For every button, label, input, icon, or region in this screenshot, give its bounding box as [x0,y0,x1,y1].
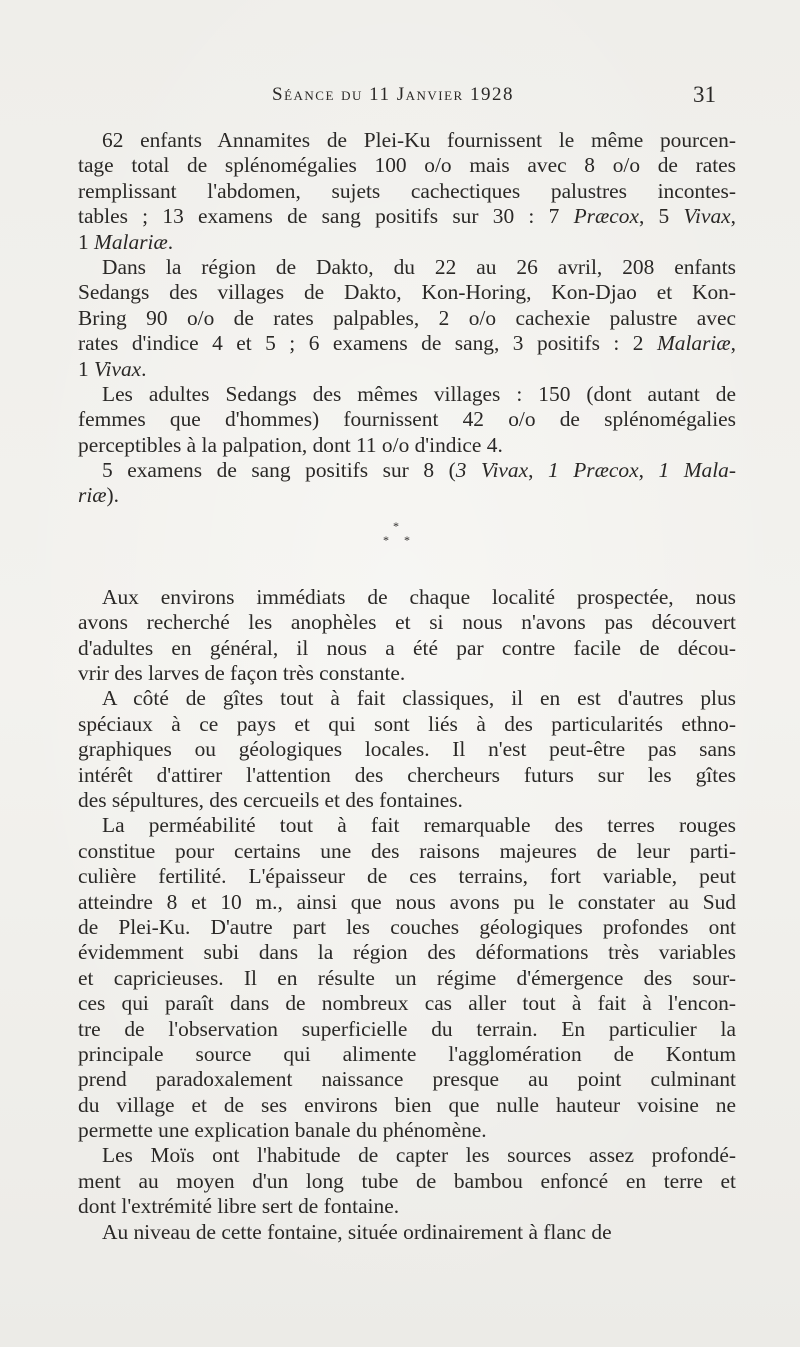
text-line: ment au moyen d'un long tube de bambou enfoncé en terre et [78,1168,736,1193]
text-line: de Plei-Ku. D'autre part les couches géologiques profondes ont [78,914,736,939]
text-line: graphiques ou géologiques locales. Il n'est peut-être pas sans [78,737,736,762]
italic-term: Malariæ [656,331,731,356]
italic-term: 3 Vivax [455,458,529,483]
text-line: évidemment subi dans la région des déformations très variables [78,940,736,965]
italic-term: Malariæ [94,229,168,254]
text-line: d'adultes en général, il nous a été par contre facile de décou- [78,635,736,660]
italic-term: 1 Mala- [658,458,736,483]
text-line: Les adultes Sedangs des mêmes villages : 150 (dont autant de [102,381,736,406]
text-line: avons recherché les anophèles et si nous n'avons pas découvert [78,610,736,635]
text-line: 5 examens de sang positifs sur 8 (3 Vivax, 1 Præcox, 1 Mala- [102,458,736,483]
text-line: perceptibles à la palpation, dont 11 o/o d'indice 4. [78,432,503,457]
text-line: 62 enfants Annamites de Plei-Ku fournissent le même pourcen- [102,128,736,152]
body-text [78,128,736,1245]
asterism-separator [78,509,736,585]
running-header [0,84,800,110]
paragraph-7 [78,813,736,1143]
text-line: Dans la région de Dakto, du 22 au 26 avril, 208 enfants [102,254,736,279]
text-line: Aux environs immédiats de chaque localité prospectée, nous [102,584,736,609]
italic-term: riæ [78,483,107,508]
text-line: constitue pour certains une des raisons majeures de leur parti- [78,838,736,863]
text-line: dont l'extrémité libre sert de fontaine. [78,1194,400,1219]
text-line: du village et de ses environs bien que nulle hauteur voisine ne [78,1092,736,1117]
text-line: Sedangs des villages de Dakto, Kon-Horing, Kon-Djao et Kon- [78,280,736,305]
text-line: Au niveau de cette fontaine, située ordinairement à flanc de [102,1219,612,1244]
text-line: ces qui paraît dans de nombreux cas aller tout à fait à l'encon- [78,991,736,1016]
text-line: 1 Vivax. [78,356,147,381]
text-line: 1 Malariæ. [78,229,174,254]
text-line: riæ). [78,483,120,508]
paragraph-8 [78,1143,736,1219]
paragraph-2 [78,255,736,382]
text-line: spéciaux à ce pays et qui sont liés à des particularités ethno- [78,711,736,736]
paragraph-1 [78,128,736,255]
paragraph-4 [78,458,736,509]
running-title: Séance du 11 Janvier 1928 [272,84,514,105]
text-line: atteindre 8 et 10 m., ainsi que nous avons pu le constater au Sud [78,889,736,914]
paragraph-6 [78,686,736,813]
italic-term: Vivax [683,204,731,229]
paragraph-9 [78,1220,736,1245]
text-line: intérêt d'attirer l'attention des chercheurs futurs sur les gîtes [78,762,736,787]
page-number: 31 [693,82,716,107]
italic-term: Vivax [94,356,142,381]
text-line: tage total de splénomégalies 100 o/o mais avec 8 o/o de rates [78,153,736,178]
text-line: A côté de gîtes tout à fait classiques, il en est d'autres plus [102,686,736,711]
text-line: remplissant l'abdomen, sujets cachectiques palustres incontes- [78,178,736,203]
text-line: et capricieuses. Il en résulte un régime d'émergence des sour- [78,965,736,990]
text-line: permette une explication banale du phénomène. [78,1118,487,1143]
text-line: Bring 90 o/o de rates palpables, 2 o/o cachexie palustre avec [78,305,736,330]
text-line: vrir des larves de façon très constante. [78,661,406,686]
text-line: principale source qui alimente l'agglomération de Kontum [78,1041,736,1066]
text-line: La perméabilité tout à fait remarquable des terres rouges [102,813,736,838]
text-line: prend paradoxalement naissance presque au point culminant [78,1067,736,1092]
text-line: Les Moïs ont l'habitude de capter les sources assez profondé- [102,1143,736,1168]
asterism-bottom: * * [383,532,416,547]
paragraph-5 [78,585,736,687]
text-line: rates d'indice 4 et 5 ; 6 examens de sang, 3 positifs : 2 Malariæ, [78,331,736,356]
text-line: tre de l'observation superficielle du terrain. En particulier la [78,1016,736,1041]
text-line: des sépultures, des cercueils et des fontaines. [78,787,463,812]
asterism-top: * [393,518,399,533]
paragraph-3 [78,382,736,458]
italic-term: Præcox [573,204,639,229]
italic-term: 1 Præcox [547,458,639,483]
text-line: tables ; 13 examens de sang positifs sur 30 : 7 Præcox, 5 Vivax, [78,204,736,229]
text-line: femmes que d'hommes) fournissent 42 o/o de splénomégalies [78,407,736,432]
text-line: culière fertilité. L'épaisseur de ces terrains, fort variable, peut [78,864,736,889]
